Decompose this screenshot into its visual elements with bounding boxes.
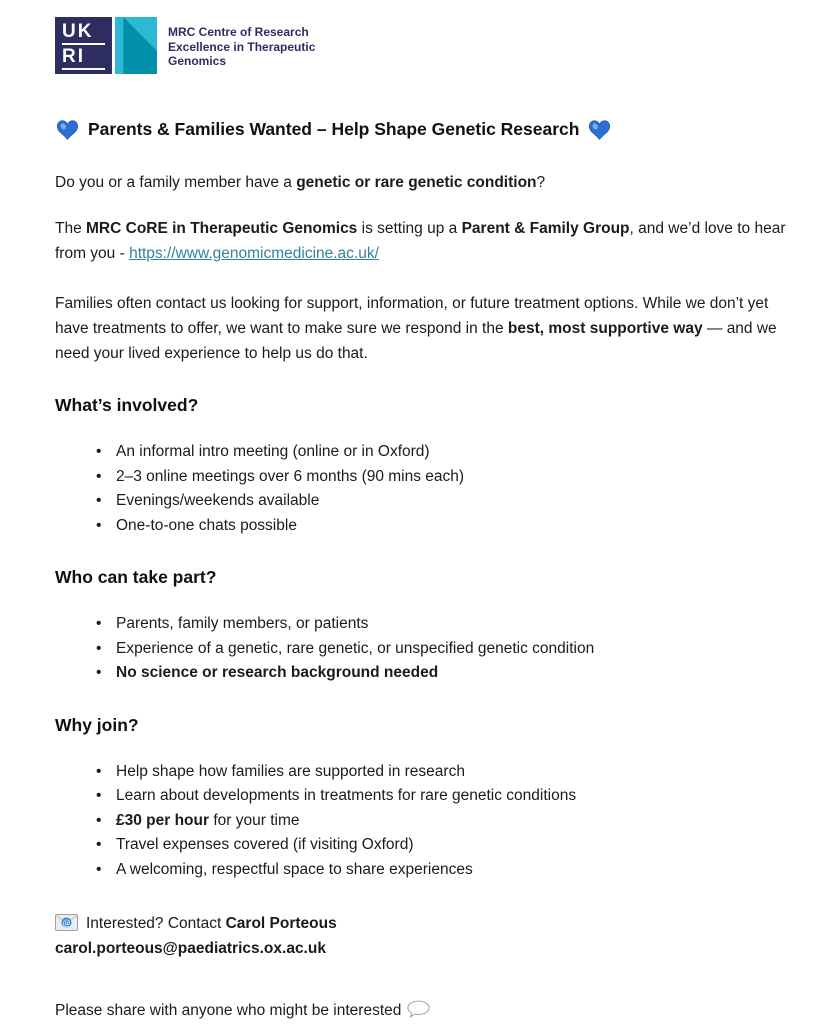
org-name-line2: Excellence in Therapeutic [168, 39, 316, 54]
list-item: • No science or research background needed [96, 661, 755, 686]
ukri-logo-text-bottom: RI [62, 47, 105, 70]
intro-question-post: ? [536, 174, 546, 191]
intro-question-bold: genetic or rare genetic condition [296, 174, 537, 191]
blue-heart-icon [589, 120, 610, 140]
intro-question-paragraph [55, 170, 790, 195]
blue-heart-icon [57, 120, 78, 140]
who-can-take-part-list [55, 612, 755, 686]
list-item: • Help shape how families are supported in research [96, 760, 755, 785]
list-item: • Experience of a genetic, rare genetic, or unspecified genetic condition [96, 637, 755, 662]
contact-line [55, 911, 790, 936]
email-icon [55, 914, 78, 931]
section-heading-who-can-take-part: Who can take part? [55, 567, 217, 587]
share-line [55, 998, 790, 1026]
group-invite-post: , and we’d love to hear from you - [55, 220, 786, 262]
support-paragraph [55, 291, 790, 366]
contact-pre: Interested? Contact [86, 915, 226, 932]
share-text: Please share with anyone who might be interested [55, 1002, 402, 1019]
list-item: • 2–3 online meetings over 6 months (90 mins each) [96, 465, 755, 490]
whats-involved-list [55, 440, 755, 538]
org-name [168, 17, 315, 69]
ukri-mrc-logo [55, 17, 790, 74]
group-invite-mid: is setting up a [357, 220, 462, 237]
section-heading-why-join: Why join? [55, 714, 139, 735]
website-link[interactable]: https://www.genomicmedicine.ac.uk/ [129, 245, 379, 262]
list-item: • Travel expenses covered (if visiting Oxford) [96, 833, 755, 858]
support-pre: Families often contact us looking for support, information, or future treatment options. While we don’t yet have treatments to offer, we want to make sure we respond in the [55, 295, 769, 337]
contact-email: carol.porteous@paediatrics.ox.ac.uk [55, 940, 326, 957]
page-title-text: Parents & Families Wanted – Help Shape Genetic Research [88, 119, 580, 139]
speech-bubble-icon [407, 1000, 430, 1026]
org-name-line1: MRC Centre of Research [168, 25, 309, 39]
list-item: • An informal intro meeting (online or in Oxford) [96, 440, 755, 465]
support-post: — and we need your lived experience to help us do that. [55, 320, 777, 362]
core-name-bold: MRC CoRE in Therapeutic Genomics [86, 220, 358, 237]
list-item: • Parents, family members, or patients [96, 612, 755, 637]
why-join-list [55, 760, 755, 883]
page-title [55, 119, 790, 140]
group-invite-paragraph [55, 216, 790, 266]
org-name-line3: Genomics [168, 54, 227, 68]
ukri-prism-icon [115, 17, 157, 74]
list-item: • Learn about developments in treatments for rare genetic conditions [96, 784, 755, 809]
intro-question-pre: Do you or a family member have a [55, 174, 297, 191]
ukri-prism-dark-shape [115, 17, 157, 74]
ukri-logo-square [55, 17, 112, 74]
svg-text:@: @ [62, 918, 71, 929]
support-bold: best, most supportive way [507, 320, 703, 337]
group-name-bold: Parent & Family Group [461, 220, 630, 237]
contact-name: Carol Porteous [225, 915, 337, 932]
list-item: • Evenings/weekends available [96, 489, 755, 514]
list-item: • £30 per hour for your time [96, 809, 755, 834]
list-item: • A welcoming, respectful space to share experiences [96, 858, 755, 883]
group-invite-pre: The [55, 220, 87, 237]
ukri-logo-text-top: UK [62, 22, 105, 45]
section-heading-whats-involved: What’s involved? [55, 395, 199, 415]
list-item: • One-to-one chats possible [96, 514, 755, 539]
